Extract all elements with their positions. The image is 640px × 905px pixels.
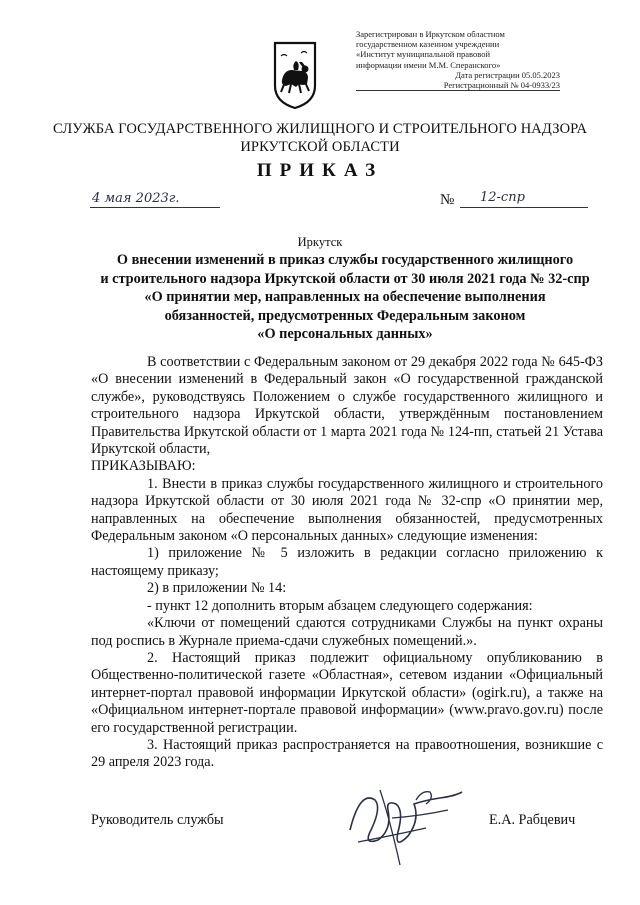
subject-line: «О принятии мер, направленных на обеспечение выполнения [144, 289, 546, 306]
handwritten-signature [330, 770, 470, 870]
registration-stamp [356, 29, 560, 91]
item-3-paragraph: 3. Настоящий приказ распространяется на правоотношения, возникшие с 29 апреля 2023 года. [91, 736, 603, 771]
stamp-line-2: государственном казенном учреждении [356, 39, 500, 50]
item-1-2-quote-paragraph: «Ключи от помещений сдаются сотрудниками Службы на пункт охраны под роспись в Журнале приема-сдачи служебных помещений.». [91, 615, 603, 649]
stamp-line-1: Зарегистрирован в Иркутском областном [356, 29, 505, 39]
item-1-1-paragraph: 1) приложение № 5 изложить в редакции согласно приложению к настоящему приказу; [91, 545, 603, 579]
document-title: ПРИКАЗ [256, 160, 384, 181]
stamp-line-4: информации имени М.М. Сперанского» [356, 59, 501, 70]
item-1-paragraph: 1. Внести в приказ службы государственного жилищного и строительного надзора Иркутской области от 30 июля 2021 года № 32-спр «О принятии мер, направленных на обеспечение выполнения обязанностей, предусмотренных Федеральным законом «О персональных данных» следующие изменения: [91, 475, 603, 545]
item-1-2-paragraph: 2) в приложении № 14: [147, 580, 287, 597]
number-label: № [440, 192, 455, 208]
date-underline [90, 206, 220, 208]
stamp-number: Регистрационный № 04-0933/23 [356, 80, 560, 91]
subject-line: и строительного надзора Иркутской области от 30 июля 2021 года № 32-спр [100, 270, 590, 287]
subject-line: О внесении изменений в приказ службы государственного жилищного [116, 252, 574, 268]
order-number-handwritten: 12-спр [480, 190, 525, 205]
stamp-line-3: «Институт муниципальной правовой [356, 49, 491, 60]
order-subject [90, 251, 600, 344]
org-name-line-1: СЛУЖБА ГОСУДАРСТВЕННОГО ЖИЛИЩНОГО И СТРОИТЕЛЬНОГО НАДЗОРА [52, 121, 588, 137]
signatory-name: Е.А. Рабцевич [489, 812, 576, 828]
preamble-paragraph: В соответствии с Федеральным законом от 29 декабря 2022 года № 645-ФЗ «О внесении изменений в Федеральный закон «О государственной гражданской службе», руководствуясь Положением о службе государственного жилищного и строительного надзора Иркутской области, утверждённым постановлением Правительства Иркутской области от 1 марта 2021 года № 124-пп, статьей 21 Устава Иркутской области, [91, 354, 603, 458]
subject-line: обязанностей, предусмотренных Федеральным законом [164, 307, 526, 324]
item-2-paragraph: 2. Настоящий приказ подлежит официальному опубликованию в Общественно-политической газете «Областная», сетевом издании «Официальный интернет-портал правовой информации Иркутской области» (ogirk.ru), а также на «Официальном интернет-портале правовой информации» (www.pravo.gov.ru) после его государственной регистрации. [91, 649, 603, 736]
order-date-handwritten: 4 мая 2023г. [92, 191, 180, 206]
order-word: ПРИКАЗЫВАЮ: [91, 458, 196, 475]
item-1-2-a-paragraph: - пункт 12 дополнить вторым абзацем следующего содержания: [147, 597, 533, 614]
org-name-line-2: ИРКУТСКОЙ ОБЛАСТИ [240, 139, 400, 155]
number-underline [460, 206, 588, 208]
subject-line: «О персональных данных» [257, 326, 433, 343]
coat-of-arms-emblem [272, 40, 318, 110]
order-body [91, 354, 603, 772]
signatory-position: Руководитель службы [91, 812, 224, 828]
stamp-date: Дата регистрации 05.05.2023 [455, 69, 560, 80]
city: Иркутск [297, 235, 343, 249]
